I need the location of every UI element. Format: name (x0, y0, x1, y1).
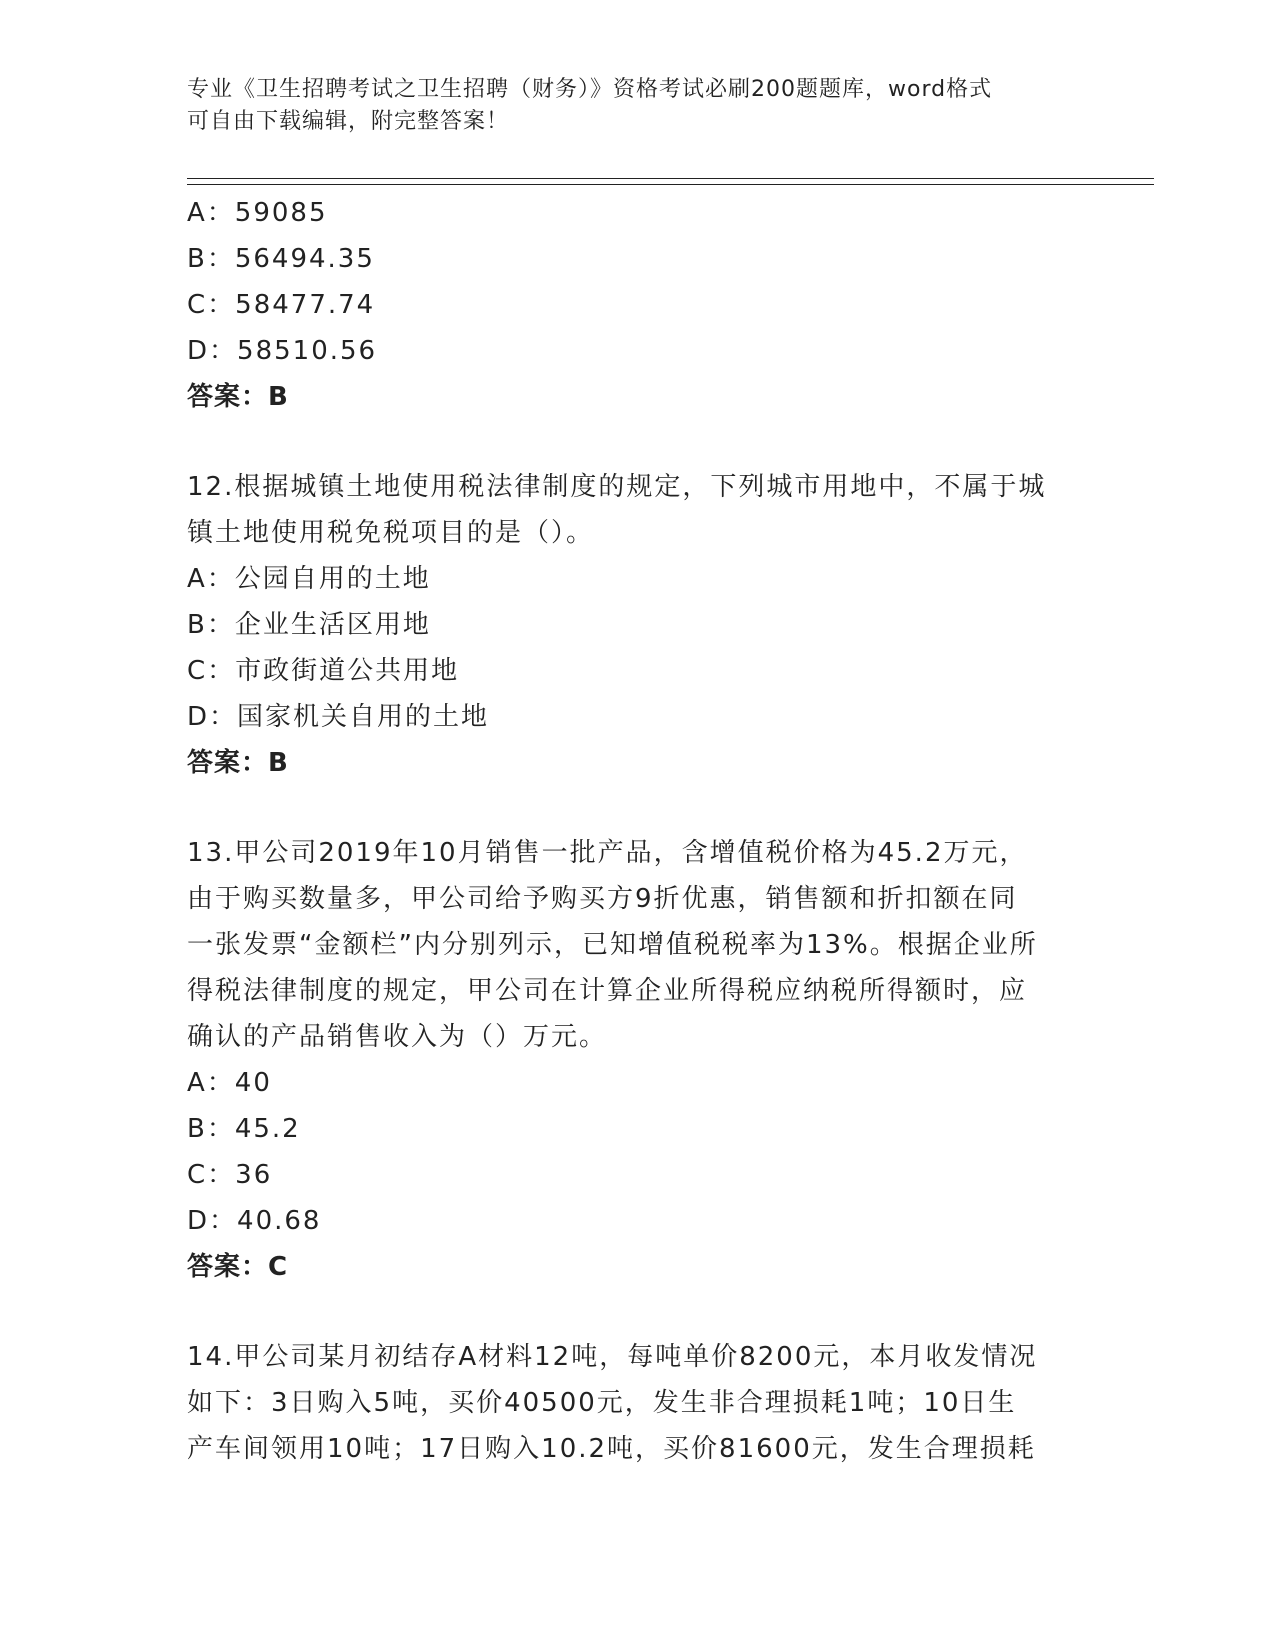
option-d: D：58510.56 (187, 336, 378, 366)
header-divider (187, 178, 1154, 185)
option-a: A：59085 (187, 198, 328, 228)
option-a: A：40 (187, 1068, 272, 1098)
question-stem-line: 如下：3日购入5吨，买价40500元，发生非合理损耗1吨；10日生 (187, 1388, 1017, 1418)
header-line-2: 可自由下载编辑，附完整答案！ (187, 109, 510, 134)
question-stem-line: 由于购买数量多，甲公司给予购买方9折优惠，销售额和折扣额在同 (187, 884, 1018, 914)
document-body (187, 190, 1087, 1472)
question-stem-line: 镇土地使用税免税项目的是（）。 (187, 518, 595, 548)
answer: 答案：B (187, 382, 289, 412)
question-stem-line: 13.甲公司2019年10月销售一批产品，含增值税价格为45.2万元， (187, 838, 1028, 868)
option-b: B：企业生活区用地 (187, 610, 431, 640)
page-header (187, 74, 1087, 138)
option-d: D：40.68 (187, 1206, 322, 1236)
option-d: D：国家机关自用的土地 (187, 702, 490, 732)
option-b: B：45.2 (187, 1114, 301, 1144)
header-line-1: 专业《卫生招聘考试之卫生招聘（财务）》资格考试必刷200题题库，word格式 (187, 77, 993, 102)
spacer (187, 786, 1087, 830)
question-11-remainder (187, 190, 1087, 420)
question-13 (187, 830, 1087, 1290)
answer: 答案：C (187, 1252, 289, 1282)
spacer (187, 420, 1087, 464)
question-stem-line: 产车间领用10吨；17日购入10.2吨，买价81600元，发生合理损耗 (187, 1434, 1036, 1464)
question-12 (187, 464, 1087, 786)
answer: 答案：B (187, 748, 289, 778)
option-a: A：公园自用的土地 (187, 564, 431, 594)
spacer (187, 1290, 1087, 1334)
option-c: C：市政街道公共用地 (187, 656, 460, 686)
question-stem-line: 一张发票“金额栏”内分别列示，已知增值税税率为13%。根据企业所 (187, 930, 1038, 960)
question-stem-line: 确认的产品销售收入为（）万元。 (187, 1022, 608, 1052)
question-14 (187, 1334, 1087, 1472)
question-stem-line: 得税法律制度的规定，甲公司在计算企业所得税应纳税所得额时，应 (187, 976, 1028, 1006)
question-stem-line: 12.根据城镇土地使用税法律制度的规定，下列城市用地中，不属于城 (187, 472, 1047, 502)
option-b: B：56494.35 (187, 244, 375, 274)
option-c: C：36 (187, 1160, 273, 1190)
question-stem-line: 14.甲公司某月初结存A材料12吨，每吨单价8200元，本月收发情况 (187, 1342, 1038, 1372)
option-c: C：58477.74 (187, 290, 376, 320)
